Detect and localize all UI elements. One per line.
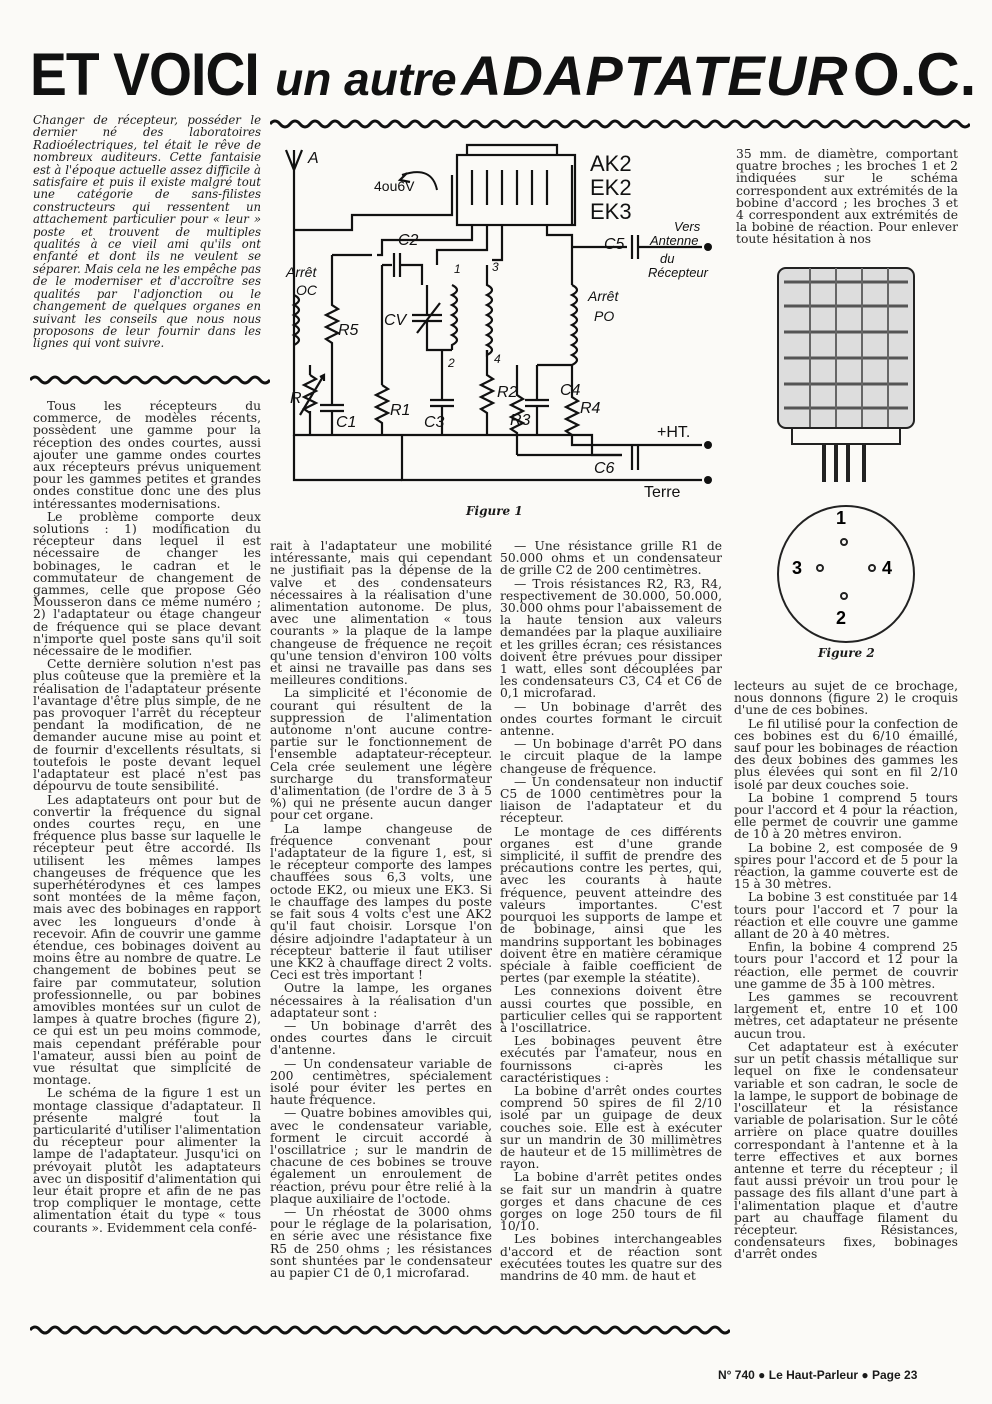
intro-paragraph: Changer de récepteur, posséder le dernier né des laboratoires Radioélectriques, tel était le rêve de nombreux auditeurs. Cette fantaisie est à l'époque actuelle assez difficile à satisfaire et puis il existe malgré tout une catégorie de sans-filistes constructeurs qui ressentent un attachement particulier pour « leur » poste et trouvent de multiples qualités à ce vieil ami qu'ils ont enfanté et dont ils ne veulent se séparer. Mais cela ne les empêche pas de le moderniser et d'accroître ses qualités par l'adjonction ou le changement de quelques organes en suivant les conseils que nous nous proposons de leur fournir dans les lignes qui vont suivre. <box>33 113 261 351</box>
col3-paragraph: La bobine d'arrêt ondes courtes comprend 50 spires de fil 2/10 isolé par un guipage de deux couches soie. Elle est à exécuter sur un mandrin de 30 millimètres de hauteur et de 15 millimètres de rayon. <box>500 1083 722 1172</box>
wave-rule-bottom <box>30 1322 730 1338</box>
col2-paragraph: Outre la lampe, les organes nécessaires à la réalisation d'un adaptateur sont : <box>270 981 492 1020</box>
col3-paragraph: — Trois résistances R2, R3, R4, respectivement de 30.000, 50.000, 30.000 ohms pour l'abaissement de la haute tension aux valeurs demandées par la plaque auxiliaire et les grilles écran; ces résistances doivent être prévues pour dissiper 1 watt, elles sont découplées par les condensateurs C3, C4 et C6 de 0,1 microfarad. <box>500 576 722 701</box>
fig1-label-terre: Terre <box>644 484 681 501</box>
col4-paragraph: lecteurs au sujet de ce brochage, nous donnons (figure 2) le croquis d'une de ces bobines. <box>734 679 958 718</box>
fig1-label-tubes-line1: AK2 <box>590 151 632 176</box>
col2-paragraph: — Quatre bobines amovibles qui, avec le condensateur variable, forment le circuit accordé à l'oscillatrice ; sur le mandrin de chacune de ces bobines se trouve également un enroulement de réaction, prévu pour être relié à la plaque auxiliaire de l'octode. <box>270 1106 492 1206</box>
fig2-pin-2: 2 <box>836 608 847 628</box>
fig1-label-r5: R5 <box>338 322 359 339</box>
col1-paragraph: Le schéma de la figure 1 est un montage classique d'adaptateur. Il présente malgré tout la particularité d'utiliser l'alimentation du récepteur pour alimenter la lampe de l'adaptateur. Jusqu'ici on prévoyait plutôt les adaptateurs avec un dispositif d'alimentation qui leur était propre et afin de ne pas trop compliquer le montage, cette alimentation était du type « tous courants ». Evidemment cela confé- <box>33 1086 261 1235</box>
fig1-label-oc: OC <box>296 282 317 298</box>
col2-paragraph: La simplicité et l'économie de courant qui résultent de la suppression de l'alimentation autonome n'ont aucune contre-partie sur le fonctionnement de l'ensemble adaptateur-récepteur. Cela crée seulement une légère surcharge du transformateur d'alimentation (de l'ordre de 3 à 5 %) qui ne présente aucun danger pour cet organe. <box>270 686 492 823</box>
col3-paragraph: La bobine d'arrêt petites ondes se fait sur un mandrin à quatre gorges et dans chacune de ces gorges on loge 250 tours de fil 10/10. <box>500 1170 722 1234</box>
col1-paragraph: Le problème comporte deux solutions : 1) modification du récepteur dans lequel il est nécessaire de changer les bobinages, le cadran et le commutateur de changement de gammes, celle que propose Géo Mousseron dans ce même numéro ; 2) l'adaptateur ou étage changeur de fréquence qui se place devant n'importe quel poste sans qu'il soit nécessaire de le modifier. <box>33 509 261 659</box>
col4-paragraph: Cet adaptateur est à exécuter sur un petit chassis métallique sur lequel on fixe le condensateur variable et son cadran, le socle de la lampe, le support de bobinage de l'oscillateur et la résistance variable de polarisation. Sur le côté arrière on place quatre douilles correspondant à l'antenne et à la terre effectives et aux bornes antenne et terre du récepteur ; il faut aussi prévoir un trou pour le passage des fils allant d'une part à l'alimentation plaque et d'autre part au chauffage filament du récepteur. Résistances, condensateurs fixes, bobinages d'arrêt ondes <box>734 1039 958 1262</box>
fig1-label-r3: R3 <box>510 412 531 429</box>
figure-2-coil-drawing <box>774 262 924 662</box>
fig1-label-cv: CV <box>384 312 407 329</box>
col3-paragraph: — Un bobinage d'arrêt des ondes courtes formant le circuit antenne. <box>500 699 722 739</box>
wave-rule-top <box>270 116 970 132</box>
col4-paragraph: Les gammes se recouvrent largement et, entre 10 et 100 mètres, cet adaptateur ne présente aucun trou. <box>734 990 958 1041</box>
fig1-label-arret-po: Arrêt <box>588 288 619 304</box>
fig1-label-c2: C2 <box>398 232 419 249</box>
fig1-label-n2: 2 <box>448 356 455 370</box>
column-3 <box>500 540 722 1283</box>
fig1-label-tubes-line2: EK2 <box>590 175 632 200</box>
column-4 <box>734 680 958 1262</box>
fig1-label-po: PO <box>594 308 615 324</box>
col2-paragraph: — Un rhéostat de 3000 ohms pour le réglage de la polarisation, en série avec une résistance fixe R5 de 250 ohms ; les résistances sont shuntées par le condensateur au papier C1 de 0,1 microfarad. <box>270 1204 492 1280</box>
fig1-label-vers: Vers <box>674 219 701 234</box>
figure-1-caption: Figure 1 <box>466 504 523 518</box>
col2-paragraph: — Un bobinage d'arrêt des ondes courtes dans le circuit d'antenne. <box>270 1018 492 1058</box>
col4-paragraph: Le fil utilisé pour la confection de ces bobines est du 6/10 émaillé, sauf pour les bobinages de réaction des deux bobines des gammes les plus élevées qui sont en fil 2/10 isolé par deux couches soie. <box>734 716 958 792</box>
col1-paragraph: Tous les récepteurs du commerce, de modèles récents, possèdent une gamme pour la réception des ondes courtes, aussi ajouter une gamme ondes courtes aux récepteurs prévus uniquement pour les gammes petites et grandes ondes constitue donc une des plus intéressantes modernisations. <box>33 399 261 511</box>
col3-paragraph: — Un condensateur non inductif C5 de 1000 centimètres pour la liaison de l'adaptateur et du récepteur. <box>500 774 722 826</box>
headline-part3: ADAPTATEUR <box>461 44 849 107</box>
headline-part1: ET VOICI <box>30 41 259 108</box>
col1-paragraph: Cette dernière solution n'est pas plus coûteuse que la première et la réalisation de l'adaptateur présente l'avantage d'être plus simple, de ne pas provoquer l'arrêt du récepteur pendant la modification, de ne demander aucune mise au point et de fournir d'excellents résultats, si toutefois le poste devant lequel l'adaptateur est placé n'est pas dépourvu de toute sensibilité. <box>33 657 261 794</box>
col4-paragraph: La bobine 2, est composée de 9 spires pour l'accord et de 5 pour la réaction, la gamme couverte est de 15 à 30 mètres. <box>734 840 958 892</box>
fig1-label-r1: R1 <box>390 402 411 419</box>
col4-top-paragraph: 35 mm. de diamètre, comportant quatre broches ; les broches 1 et 2 indiquées sur le schéma correspondent aux extrémités de la bobine d'accord ; les broches 3 et 4 correspondent aux extrémités de la bobine de réaction. Pour enlever toute hésitation à nos <box>736 147 958 247</box>
fig1-label-antenne: Antenne <box>650 233 699 248</box>
headline-part4: O.C. <box>852 41 977 108</box>
fig1-label-c6: C6 <box>594 460 615 477</box>
fig1-label-r2: R2 <box>497 384 518 401</box>
fig1-label-ht: +HT. <box>657 424 691 441</box>
fig1-label-c1: C1 <box>336 414 357 431</box>
fig1-label-antenna: A <box>308 150 319 167</box>
col2-paragraph: La lampe changeuse de fréquence convenant pour l'adaptateur de la figure 1, est, si le récepteur comporte des lampes chauffées sous 6,3 volts, une octode EK2, ou mieux une EK3. Si le chauffage des lampes du poste se fait sous 4 volts c'est une AK2 qu'il faut choisir. Lorsque l'on désire adjoindre l'adaptateur à un récepteur batterie il faut utiliser une KK2 à chauffage direct 2 volts. Ceci est très important ! <box>270 821 492 983</box>
fig1-label-n4: 4 <box>494 352 501 366</box>
fig1-label-recepteur: Récepteur <box>648 265 708 280</box>
column-2 <box>270 540 492 1280</box>
col1-paragraph: Les adaptateurs ont pour but de convertir la fréquence du signal ondes courtes reçu, en une fréquence plus basse sur laquelle le récepteur peut être accordé. Ils utilisent les mêmes lampes changeuses de fréquence que les superhétérodynes et ces lampes sont montées de la même façon, mais avec des bobinages en rapport avec les longueurs d'onde à recevoir. Afin de couvrir une gamme étendue, ces bobinages doivent au moins être au nombre de quatre. Le changement de bobines peut se faire par commutateur, solution professionnelle, ou par bobines amovibles montées sur un culot de lampes à quatre broches (figure 2), ce qui est un peu moins commode, mais cependant préférable pour l'amateur, aussi bien au point de vue résultat que simplicité de montage. <box>33 792 261 1088</box>
figure-2-caption: Figure 2 <box>818 646 875 660</box>
fig1-label-r: R <box>290 390 302 407</box>
col2-paragraph: — Un condensateur variable de 200 centimètres, spécialement isolé pour éviter les pertes en haute fréquence. <box>270 1056 492 1108</box>
col3-paragraph: Le montage de ces différents organes est d'une grande simplicité, il suffit de prendre des précautions contre les pertes, qui, avec les courants à haute fréquence, peuvent atteindre des valeurs importantes. C'est pourquoi les supports de lampe et de bobinage, ainsi que les mandrins supportant les bobinages doivent être en matière céramique spéciale à faible coefficient de pertes (par exemple la stéatite). <box>500 824 722 986</box>
fig1-label-c3: C3 <box>424 414 445 431</box>
fig2-pin-1: 1 <box>836 508 847 528</box>
fig1-label-n1: 1 <box>454 262 461 276</box>
col2-paragraph: rait à l'adaptateur une mobilité intéressante, mais qui cependant ne justifiait pas la dépense de la valve et des condensateurs nécessaires à la réalisation d'une alimentation autonome. De plus, avec une alimentation « tous courants » la plaque de la lampe changeuse de fréquence ne reçoit qu'une tension d'environ 100 volts et ainsi ne travaille pas dans ses meilleures conditions. <box>270 539 492 688</box>
fig1-label-du: du <box>660 251 675 266</box>
fig1-label-r4: R4 <box>580 400 601 417</box>
col3-paragraph: Les bobinages peuvent être exécutés par l'amateur, nous en fournissons ci-après les caractéristiques : <box>500 1034 722 1085</box>
fig1-label-n3: 3 <box>492 260 499 274</box>
col4-paragraph: La bobine 3 est constituée par 14 tours pour l'accord et 7 pour la réaction et elle couvre une gamme allant de 20 à 40 mètres. <box>734 890 958 942</box>
fig1-label-c4: C4 <box>560 382 581 399</box>
col3-paragraph: Les connexions doivent être aussi courtes que possible, en particulier celles qui se rapportent à l'oscillatrice. <box>500 984 722 1035</box>
fig2-pin-4: 4 <box>882 558 893 578</box>
fig2-pin-3: 3 <box>792 558 803 578</box>
col4-paragraph: La bobine 1 comprend 5 tours pour l'accord et 4 pour la réaction, elle permet de couvrir une gamme de 10 à 20 mètres environ. <box>734 790 958 842</box>
headline-part2: un autre <box>275 53 457 105</box>
fig1-label-c5: C5 <box>604 236 625 253</box>
headline <box>30 40 975 116</box>
fig1-label-tubes-line3: EK3 <box>590 199 632 224</box>
col4-paragraph: Enfin, la bobine 4 comprend 25 tours pour l'accord et 12 pour la réaction, elle permet de couvrir une gamme de 35 à 100 mètres. <box>734 940 958 991</box>
col4-top-text <box>736 148 958 247</box>
column-1 <box>33 400 261 1235</box>
col3-paragraph: — Une résistance grille R1 de 50.000 ohms et un condensateur de grille C2 de 200 centimètres. <box>500 539 722 578</box>
col3-paragraph: Les bobines interchangeables d'accord et de réaction sont exécutées toutes les quatre sur des mandrins de 40 mm. de haut et <box>500 1232 722 1283</box>
figure-1-schematic <box>272 135 728 505</box>
page-footer: N° 740 ● Le Haut-Parleur ● Page 23 <box>718 1368 918 1382</box>
fig1-label-heater: 4ou6V <box>374 178 415 194</box>
wave-rule-intro <box>30 372 270 388</box>
fig1-label-arret-oc: Arrêt <box>286 264 317 280</box>
col3-paragraph: — Un bobinage d'arrêt PO dans le circuit plaque de la lampe changeuse de fréquence. <box>500 737 722 776</box>
